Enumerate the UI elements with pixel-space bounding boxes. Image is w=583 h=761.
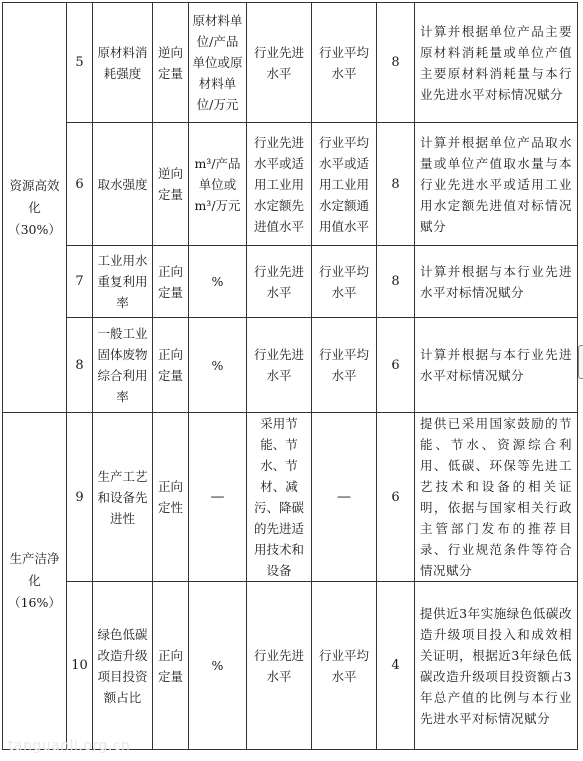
indicator-name: 原材料消耗强度	[93, 3, 153, 123]
scoring-method: 计算并根据与本行业先进水平对标情况赋分	[415, 318, 578, 413]
row-number: 6	[67, 123, 93, 246]
row-number: 5	[67, 3, 93, 123]
benchmark-average: 行业平均水平	[312, 318, 377, 413]
benchmark-average: 行业平均水平	[312, 3, 377, 123]
indicator-unit: 原材料单位/产品单位或原材料单位/万元	[189, 3, 247, 123]
benchmark-average: 行业平均水平	[312, 582, 377, 750]
indicator-name: 一般工业固体废物综合利用率	[93, 318, 153, 413]
indicator-table	[2, 2, 578, 750]
benchmark-advanced: 行业先进水平	[247, 246, 312, 318]
score: 6	[377, 413, 415, 582]
category-cell: 资源高效化（30%）	[3, 3, 67, 413]
table-row	[3, 318, 578, 413]
table-row	[3, 582, 578, 750]
indicator-type: 正向定性	[153, 413, 189, 582]
benchmark-average: 行业平均水平或适用工业用水定额通用值水平	[312, 123, 377, 246]
indicator-type: 正向定量	[153, 582, 189, 750]
benchmark-advanced: 行业先进水平	[247, 318, 312, 413]
scroll-edge-tab[interactable]	[578, 345, 583, 379]
indicator-name: 取水强度	[93, 123, 153, 246]
table-row	[3, 246, 578, 318]
row-number: 8	[67, 318, 93, 413]
indicator-type: 逆向定量	[153, 3, 189, 123]
score: 8	[377, 3, 415, 123]
indicator-name: 工业用水重复利用率	[93, 246, 153, 318]
scoring-method: 计算并根据与本行业先进水平对标情况赋分	[415, 246, 578, 318]
indicator-name: 绿色低碳改造升级项目投资额占比	[93, 582, 153, 750]
indicator-unit: —	[189, 413, 247, 582]
category-cell: 生产洁净化（16%）	[3, 413, 67, 750]
benchmark-advanced: 行业先进水平	[247, 3, 312, 123]
watermark: tanguanli.org.cn	[8, 738, 131, 754]
score: 8	[377, 246, 415, 318]
indicator-unit: %	[189, 582, 247, 750]
benchmark-average: 行业平均水平	[312, 246, 377, 318]
score: 6	[377, 318, 415, 413]
scoring-method: 计算并根据单位产品主要原材料消耗量或单位产值主要原材料消耗量与本行业先进水平对标情况赋分	[415, 3, 578, 123]
indicator-unit: %	[189, 318, 247, 413]
benchmark-average: —	[312, 413, 377, 582]
table-row	[3, 3, 578, 123]
scoring-method: 计算并根据单位产品取水量或单位产值取水量与本行业先进水平或适用工业用水定额先进值对标情况赋分	[415, 123, 578, 246]
indicator-type: 正向定量	[153, 246, 189, 318]
row-number: 9	[67, 413, 93, 582]
indicator-name: 生产工艺和设备先进性	[93, 413, 153, 582]
scoring-method: 提供已采用国家鼓励的节能、节水、资源综合利用、低碳、环保等先进工艺技术和设备的相关证明，依据与国家相关行政主管部门发布的推荐目录、行业规范条件等符合情况赋分	[415, 413, 578, 582]
indicator-unit: %	[189, 246, 247, 318]
score: 8	[377, 123, 415, 246]
row-number: 7	[67, 246, 93, 318]
indicator-type: 正向定量	[153, 318, 189, 413]
score: 4	[377, 582, 415, 750]
indicator-unit: m³/产品单位或m³/万元	[189, 123, 247, 246]
table-row	[3, 123, 578, 246]
row-number: 10	[67, 582, 93, 750]
benchmark-advanced: 采用节能、节水、节材、减污、降碳的先进适用技术和设备	[247, 413, 312, 582]
indicator-type: 逆向定量	[153, 123, 189, 246]
benchmark-advanced: 行业先进水平或适用工业用水定额先进值水平	[247, 123, 312, 246]
benchmark-advanced: 行业先进水平	[247, 582, 312, 750]
scoring-method: 提供近3年实施绿色低碳改造升级项目投入和成效相关证明，根据近3年绿色低碳改造升级项目投资额占3年总产值的比例与本行业先进水平对标情况赋分	[415, 582, 578, 750]
table-row	[3, 413, 578, 582]
